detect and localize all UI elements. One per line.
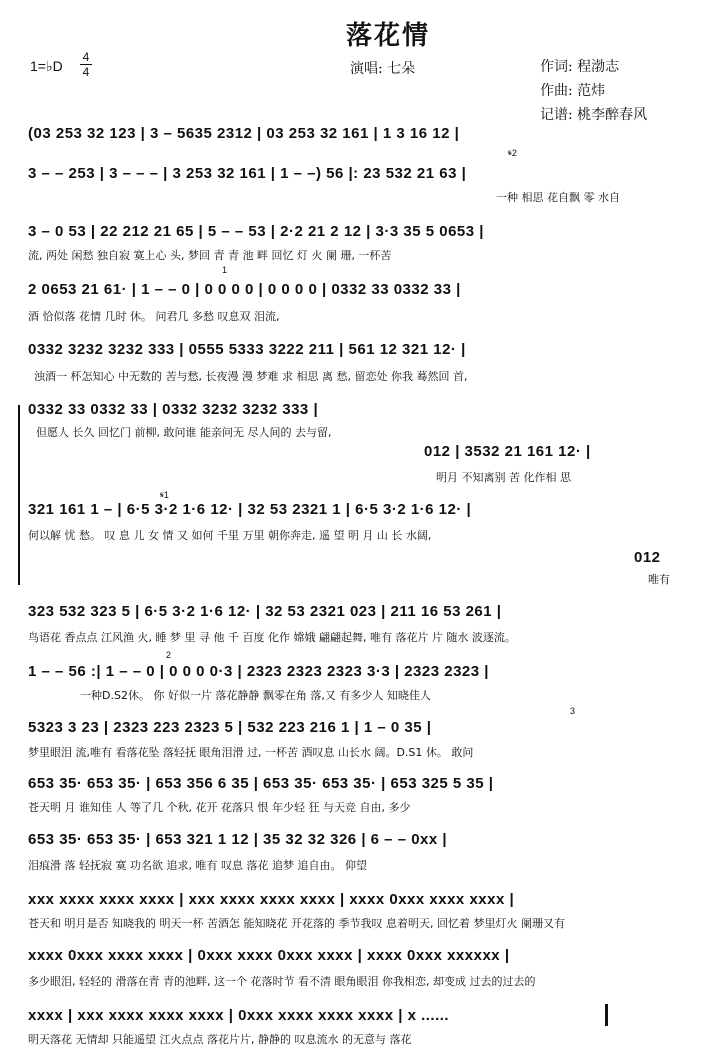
volta-1-mark: 1 (222, 265, 228, 275)
lyrics-row-9: 唯有 (648, 573, 670, 586)
lyrics-row-4: 酒 恰似落 花情 几时 休。 问君几 多愁 叹息双 泪流, (28, 310, 280, 323)
transcriber: 记谱: 桃李醉春风 (540, 107, 648, 123)
notation-row-14: 653 35· 653 35· | 653 321 1 12 | 35 32 32 326 | 6 – – 0xx | (28, 831, 448, 848)
composer: 作曲: 范炜 (540, 83, 606, 99)
lyrics-row-15: 苍天和 明月是否 知晓我的 明天一杯 苦酒怎 能知晓花 开花落的 季节我叹 息着明天, 回忆着 梦里灯火 阑珊又有 (28, 917, 565, 930)
notation-row-11: 1 – – 56 :| 1 – – 0 | 0 0 0 0·3 | 2323 2323 2323 3·3 | 2323 2323 | (28, 663, 489, 680)
system-brace (18, 405, 20, 585)
notation-row-10: 323 532 323 5 | 6·5 3·2 1·6 12· | 32 53 2321 023 | 211 16 53 261 | (28, 603, 502, 620)
lyrics-row-14: 泪痕滑 落 轻抚寂 寞 功名欲 追求, 唯有 叹息 落花 追梦 追自由。 仰望 (28, 859, 367, 872)
notation-row-15: xxx xxxx xxxx xxxx | xxx xxxx xxxx xxxx | xxxx 0xxx xxxx xxxx | (28, 891, 515, 908)
key-signature: 1=♭D (30, 58, 63, 74)
volta-3-mark: 3 (570, 706, 576, 716)
song-title: 落花情 (346, 21, 431, 51)
notation-row-17: xxxx | xxx xxxx xxxx xxxx | 0xxx xxxx xxxx xxxx | x ...... (28, 1007, 450, 1024)
notation-row-7: 012 | 3532 21 161 12· | (424, 443, 591, 460)
notation-row-3: 3 – 0 53 | 22 212 21 65 | 5 – – 53 | 2·2 21 2 12 | 3·3 35 5 0653 | (28, 223, 484, 240)
lyrics-row-2: 一种 相思 花自飘 零 水自 (496, 191, 620, 204)
notation-row-2: 3 – – 253 | 3 – – – | 3 253 32 161 | 1 – –) 56 |: 23 532 21 63 | (28, 165, 467, 182)
lyricist: 作词: 程渤志 (540, 59, 620, 75)
lyrics-row-11: 一种D.S2休。 你 好似一片 落花静静 飘零在角 落,又 有多少人 知晓佳人 (80, 689, 431, 702)
lyrics-row-16: 多少眼泪, 轻轻的 滑落在青 青的池畔, 这一个 花落时节 看不清 眼角眼泪 你我相恋, 却变成 过去的过去的 (28, 975, 536, 988)
notation-row-9: 012 (634, 549, 661, 566)
time-bottom: 4 (80, 64, 92, 79)
notation-row-13: 653 35· 653 35· | 653 356 6 35 | 653 35· 653 35· | 653 325 5 35 | (28, 775, 494, 792)
notation-row-1: (03 253 32 123 | 3 – 5635 2312 | 03 253 32 161 | 1 3 16 12 | (28, 125, 460, 142)
segno-2-mark: 𝄋2 (508, 148, 517, 158)
lyrics-row-13: 苍天明 月 谁知佳 人 等了几 个秋, 花开 花落只 恨 年少轻 狂 与天竞 自由, 多少 (28, 801, 411, 814)
notation-row-6: 0332 33 0332 33 | 0332 3232 3232 333 | (28, 401, 319, 418)
lyrics-row-6: 但愿人 长久 回忆门 前柳, 敢问谁 能亲问无 尽人间的 去与留, (36, 426, 332, 439)
notation-row-4: 2 0653 21 61· | 1 – – 0 | 0 0 0 0 | 0 0 0 0 | 0332 33 0332 33 | (28, 281, 461, 298)
lyrics-row-7: 明月 不知离别 苦 化作相 思 (436, 471, 571, 484)
volta-2-mark: 2 (166, 650, 172, 660)
singer: 演唱: 七朵 (350, 61, 416, 77)
lyrics-row-8: 何以解 忧 愁。 叹 息 儿 女 情 又 如何 千里 万里 朝你奔走, 遥 望 明 月 山 长 水阔, (28, 529, 432, 542)
segno-1-mark: 𝄋1 (160, 490, 169, 500)
lyrics-row-17: 明天落花 无情却 只能遥望 江火点点 落花片片, 静静的 叹息流水 的无意与 落花 (28, 1033, 412, 1046)
time-top: 4 (82, 50, 90, 64)
lyrics-row-12: 梦里眼泪 流,唯有 看落花坠 落轻抚 眼角泪滑 过, 一杯苦 酒叹息 山长水 阔。D.S1 休。 敢问 (28, 746, 474, 759)
notation-row-5: 0332 3232 3232 333 | 0555 5333 3222 211 | 561 12 321 12· | (28, 341, 466, 358)
notation-row-12: 5323 3 23 | 2323 223 2323 5 | 532 223 216 1 | 1 – 0 35 | (28, 719, 432, 736)
final-barline (605, 1004, 608, 1026)
lyrics-row-10: 鸟语花 香点点 江风渔 火, 睡 梦 里 寻 他 千 百度 化作 嫦娥 翩翩起舞, 唯有 落花片 片 随水 波逐流。 (28, 631, 516, 644)
notation-row-8: 321 161 1 – | 6·5 3·2 1·6 12· | 32 53 2321 1 | 6·5 3·2 1·6 12· | (28, 501, 472, 518)
lyrics-row-5: 浊酒一 杯怎知心 中无数的 苦与愁, 长夜漫 漫 梦难 求 相思 离 愁, 留恋处 你我 蓦然回 首, (34, 370, 468, 383)
time-signature (80, 50, 92, 79)
notation-row-16: xxxx 0xxx xxxx xxxx | 0xxx xxxx 0xxx xxxx | xxxx 0xxx xxxxxx | (28, 947, 510, 964)
lyrics-row-3: 流, 两处 闲愁 独自寂 寞上心 头, 梦回 青 青 池 畔 回忆 灯 火 阑 珊, 一杯苦 (28, 249, 392, 262)
